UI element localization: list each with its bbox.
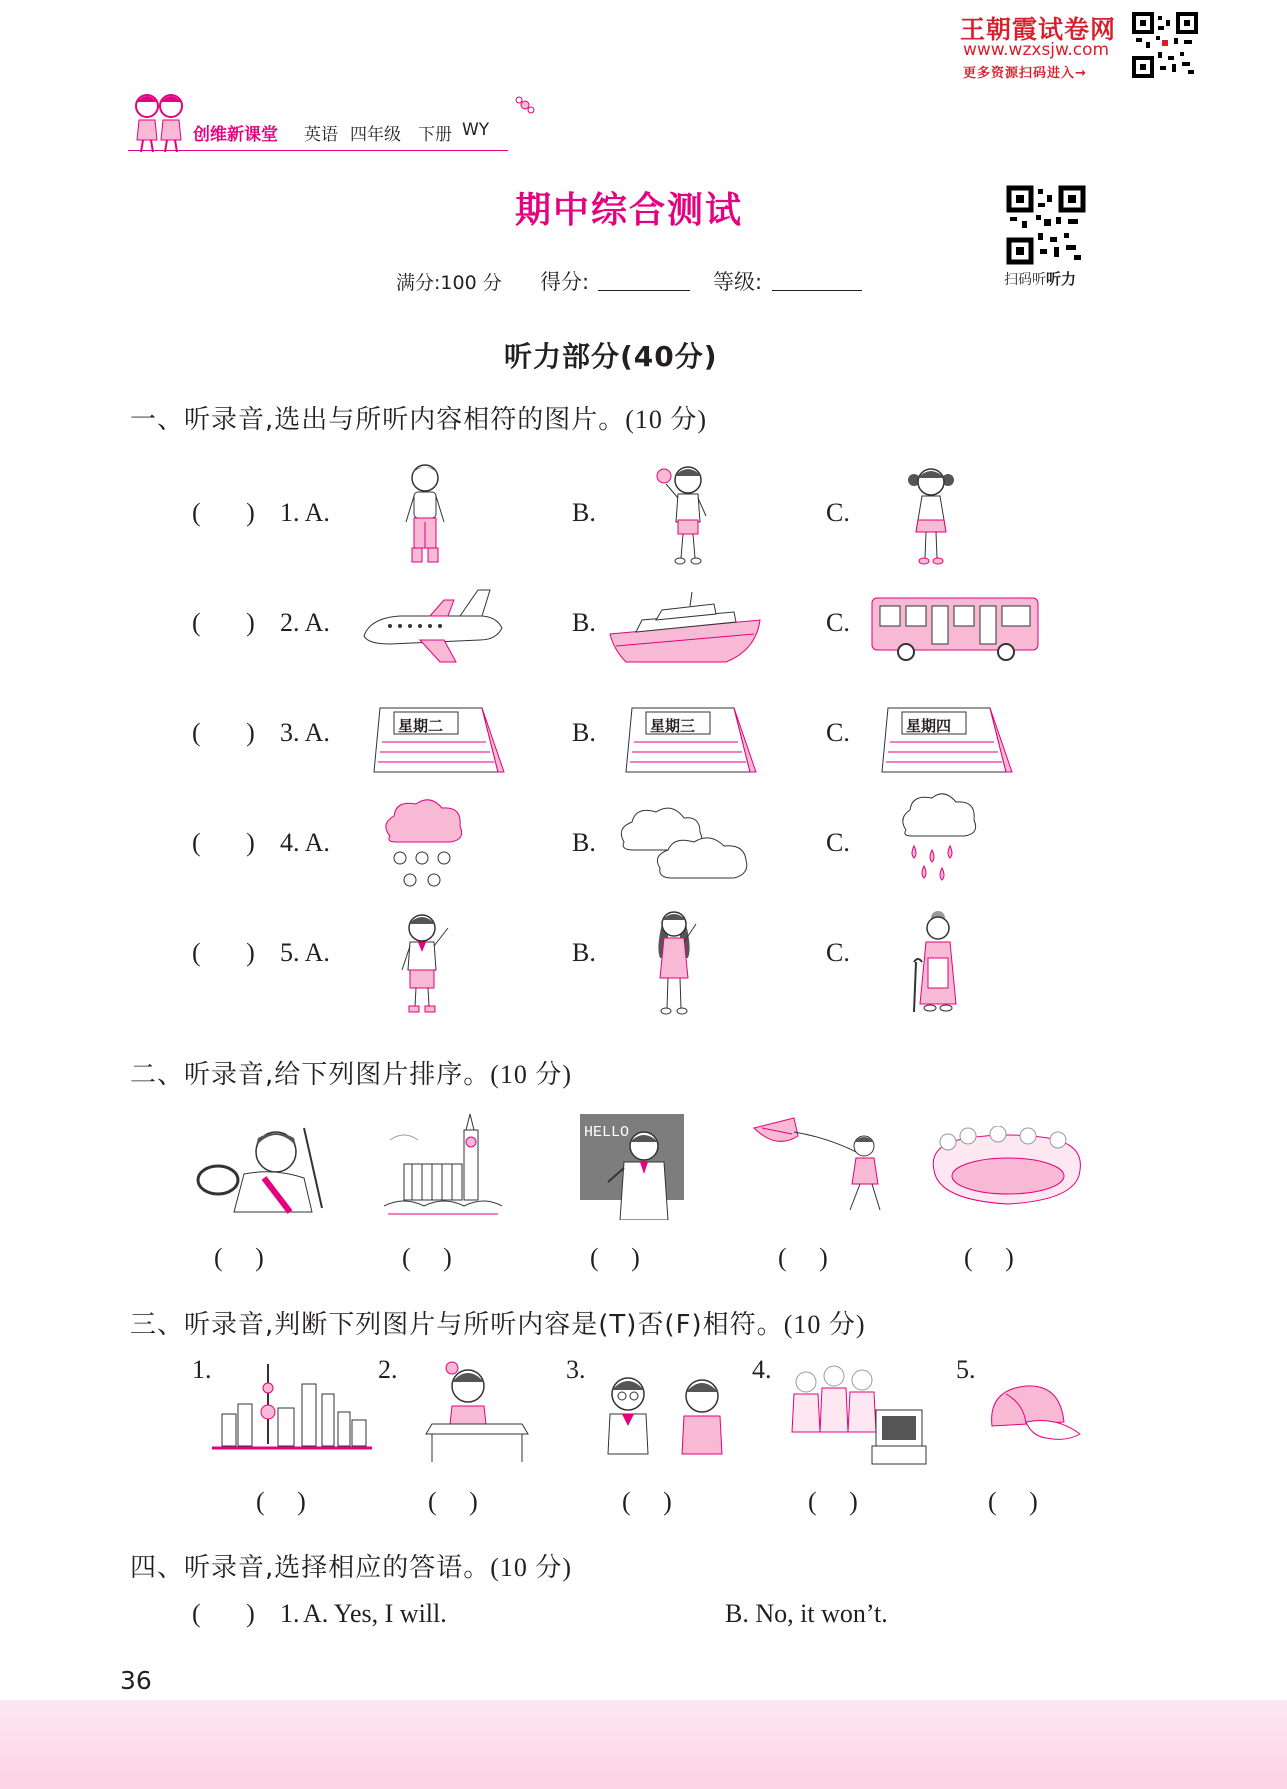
grade-blank[interactable]	[772, 290, 862, 291]
boy-standing-image[interactable]	[400, 462, 450, 570]
rainy-cloud-image[interactable]	[898, 790, 980, 888]
answer-paren[interactable]: ( )	[256, 1487, 306, 1516]
kids-logo-icon	[125, 88, 195, 156]
calendar-wednesday-text: 星期三	[650, 717, 696, 735]
listening-qr-code-icon[interactable]	[1006, 185, 1086, 265]
option-b: B. No, it won’t.	[725, 1599, 888, 1628]
answer-paren[interactable]: ( )	[428, 1487, 478, 1516]
girl-flying-kite-image[interactable]	[750, 1114, 896, 1214]
question-number: 4. A.	[280, 828, 330, 857]
full-score: 满分:100 分	[396, 272, 502, 294]
question-number: 1. A.	[280, 498, 330, 527]
header-volume: 下册	[418, 125, 452, 145]
header-grade: 四年级	[350, 125, 401, 145]
score-label: 得分:	[540, 270, 590, 294]
ship-image[interactable]	[606, 590, 764, 666]
option-b-label: B.	[572, 608, 596, 637]
section3-points: (10 分)	[783, 1310, 866, 1339]
option-c-label: C.	[826, 828, 850, 857]
answer-paren[interactable]: ( )	[964, 1243, 1014, 1272]
item-number: 4.	[752, 1355, 772, 1384]
answer-paren[interactable]: ( )	[214, 1243, 264, 1272]
item-number: 1.	[192, 1355, 212, 1384]
grandma-with-cane-image[interactable]	[908, 908, 964, 1016]
item-number: 5.	[956, 1355, 976, 1384]
watermark-url: www.wzxsjw.com	[963, 40, 1110, 60]
question-number: 2. A.	[280, 608, 330, 637]
answer-paren[interactable]: ( )	[622, 1487, 672, 1516]
item-number: 3.	[566, 1355, 586, 1384]
qr-caption-prefix: 扫码听	[1004, 272, 1046, 288]
answer-paren[interactable]: ( )	[192, 608, 255, 637]
answer-paren[interactable]: ( )	[192, 828, 255, 857]
calendar-wednesday-image[interactable]	[622, 702, 758, 774]
watermark-qr-code-icon[interactable]	[1132, 12, 1198, 78]
grade-label: 等级:	[713, 270, 763, 294]
girl-waving-image[interactable]	[648, 908, 704, 1020]
section2-points: (10 分)	[490, 1060, 573, 1089]
option-c-label: C.	[826, 938, 850, 967]
answer-paren[interactable]: ( )	[192, 718, 255, 747]
answer-paren[interactable]: ( )	[192, 498, 255, 527]
man-driving-image[interactable]	[194, 1118, 328, 1214]
answer-paren[interactable]: ( )	[192, 938, 255, 967]
lake-scene-image[interactable]	[928, 1126, 1086, 1208]
answer-paren[interactable]: ( )	[590, 1243, 640, 1272]
header-subject: 英语	[304, 125, 338, 145]
section1-points: (10 分)	[625, 405, 708, 434]
section3-label: 三、听录音,判断下列图片与所听内容是(T)否(F)相符。	[130, 1310, 784, 1340]
answer-paren[interactable]: ( )	[192, 1599, 255, 1628]
option-b-label: B.	[572, 718, 596, 747]
question-number: 3. A.	[280, 718, 330, 747]
girl-with-pigtails-image[interactable]	[906, 462, 956, 570]
answer-paren[interactable]: ( )	[778, 1243, 828, 1272]
calendar-tuesday-image[interactable]	[370, 702, 506, 774]
qr-caption	[1004, 268, 1076, 289]
section4-points: (10 分)	[490, 1553, 573, 1582]
option-c-label: C.	[826, 498, 850, 527]
listening-heading: 听力部分(40分)	[504, 340, 718, 373]
question-number: 5. A.	[280, 938, 330, 967]
qr-caption-bold: 听力	[1046, 270, 1077, 288]
watermark-slogan: 更多资源扫码进入→	[963, 66, 1087, 81]
airplane-image[interactable]	[360, 584, 506, 664]
option-b-label: B.	[572, 498, 596, 527]
section4-label: 四、听录音,选择相应的答语。	[130, 1553, 491, 1583]
answer-paren[interactable]: ( )	[988, 1487, 1038, 1516]
question-number: 1.	[280, 1599, 300, 1628]
option-c-label: C.	[826, 608, 850, 637]
option-c-label: C.	[826, 718, 850, 747]
bus-image[interactable]	[870, 592, 1046, 662]
header-divider	[128, 150, 508, 151]
girl-at-desk-image[interactable]	[424, 1358, 530, 1466]
boy-waving-image[interactable]	[394, 912, 454, 1016]
calendar-thursday-text: 星期四	[906, 717, 952, 735]
big-ben-london-image[interactable]	[384, 1110, 502, 1222]
section2-heading	[130, 1054, 572, 1091]
watermark-title: 王朝霞试卷网	[960, 15, 1117, 44]
item-number: 2.	[378, 1355, 398, 1384]
calendar-thursday-image[interactable]	[878, 702, 1014, 774]
option-b-label: B.	[572, 828, 596, 857]
header-series: 创维新课堂	[193, 125, 278, 145]
snowy-cloud-image[interactable]	[380, 796, 466, 894]
footer-band	[0, 1700, 1287, 1789]
section1-label: 一、听录音,选出与所听内容相符的图片。	[130, 405, 626, 435]
calendar-tuesday-text: 星期二	[398, 717, 444, 735]
section4-heading	[130, 1547, 572, 1584]
header-edition: WY	[462, 120, 490, 140]
flower-icon	[514, 94, 536, 116]
answer-paren[interactable]: ( )	[808, 1487, 858, 1516]
two-boys-talking-image[interactable]	[598, 1370, 734, 1458]
page-number: 36	[120, 1666, 152, 1695]
answer-paren[interactable]: ( )	[402, 1243, 452, 1272]
cloudy-image[interactable]	[616, 802, 752, 882]
family-watching-tv-image[interactable]	[786, 1362, 928, 1466]
section2-label: 二、听录音,给下列图片排序。	[130, 1060, 491, 1090]
score-blank[interactable]	[598, 290, 690, 291]
option-a: A. Yes, I will.	[303, 1599, 447, 1628]
cap-image[interactable]	[986, 1382, 1082, 1446]
exam-title: 期中综合测试	[515, 190, 744, 231]
girl-with-balloon-image[interactable]	[656, 462, 716, 568]
option-b-label: B.	[572, 938, 596, 967]
section1-heading	[130, 399, 707, 436]
city-skyline-image[interactable]	[212, 1364, 372, 1456]
section3-heading	[130, 1304, 866, 1341]
blackboard-text: HELLO	[584, 1124, 630, 1141]
